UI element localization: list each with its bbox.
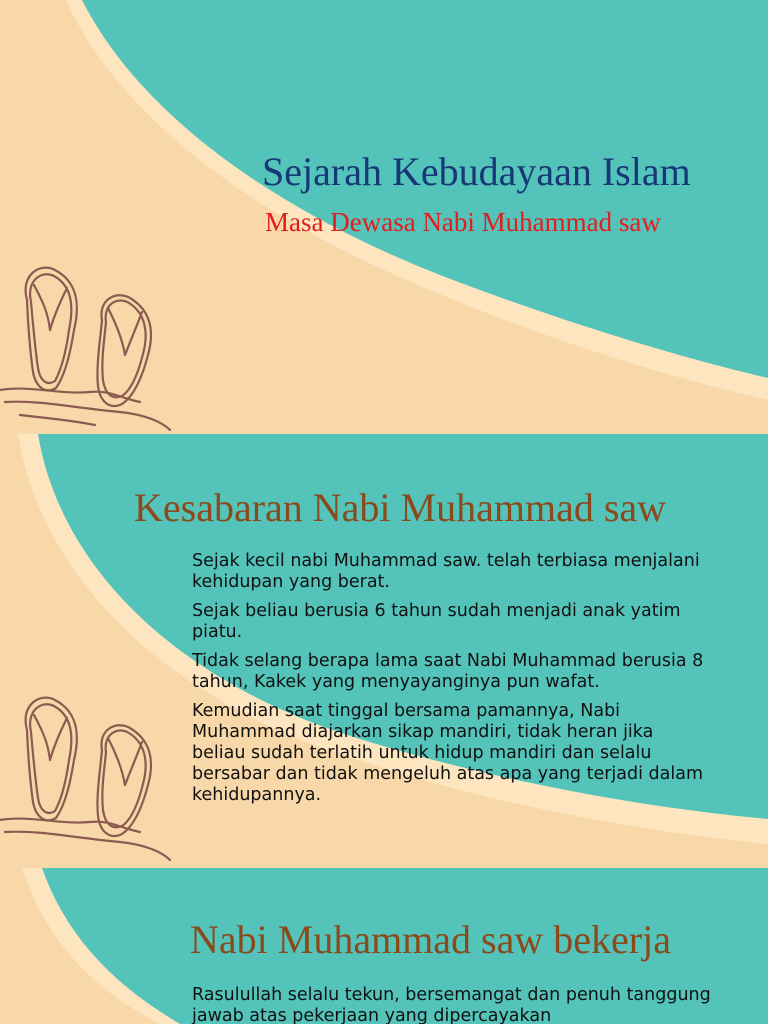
paragraph: Sejak kecil nabi Muhammad saw. telah terbiasa menjalani kehidupan yang berat. [192,551,700,592]
slide-title: Sejarah Kebudayaan Islam [262,149,691,194]
slide-body [192,551,712,814]
title-slide [0,0,768,432]
paragraph: Kemudian saat tinggal bersama pamannya, Nabi Muhammad diajarkan sikap mandiri, tidak heran jika beliau sudah terlatih untuk hidup mandiri dan selalu bersabar dan tidak mengeluh atas apa yang terjadi dalam kehidupannya. [192,701,703,805]
content-slide-kesabaran [0,434,768,866]
paragraph: Tidak selang berapa lama saat Nabi Muhammad berusia 8 tahun, Kakek yang menyayanginya pun wafat. [192,651,704,692]
slide-title: Nabi Muhammad saw bekerja [190,917,671,962]
slide-subtitle: Masa Dewasa Nabi Muhammad saw [265,207,661,237]
content-slide-bekerja [0,868,768,1024]
paragraph: Rasulullah selalu tekun, bersemangat dan penuh tanggung jawab atas pekerjaan yang dipercayakan [192,985,711,1024]
slide-title: Kesabaran Nabi Muhammad saw [134,485,667,530]
paragraph: Sejak beliau berusia 6 tahun sudah menjadi anak yatim piatu. [192,601,681,642]
slide-body [192,985,722,1024]
